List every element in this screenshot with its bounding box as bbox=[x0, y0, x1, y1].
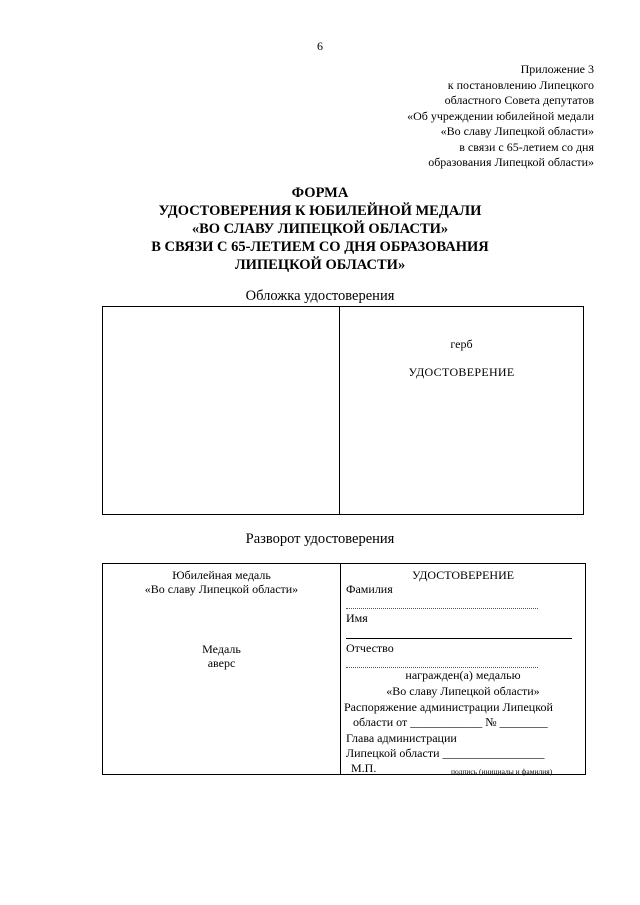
spread-section-label: Разворот удостоверения bbox=[245, 531, 395, 547]
document-title bbox=[0, 184, 640, 274]
certificate-spread bbox=[102, 563, 586, 775]
medal-title-line: «Во славу Липецкой области» bbox=[144, 582, 299, 596]
appendix-line: Приложение 3 bbox=[520, 62, 594, 76]
appendix-line: областного Совета депутатов bbox=[444, 93, 594, 107]
page-number: 6 bbox=[317, 39, 323, 53]
name-label: Имя bbox=[346, 611, 368, 625]
signature-caption: подпись (инициалы и фамилия) bbox=[451, 767, 553, 776]
title-line: ЛИПЕЦКОЙ ОБЛАСТИ» bbox=[234, 257, 406, 273]
surname-line bbox=[346, 608, 538, 609]
awarded-medal-name: «Во славу Липецкой области» bbox=[386, 684, 540, 698]
medal-image-caption: Медаль bbox=[202, 642, 241, 656]
awarded-text: награжден(а) медалью bbox=[405, 668, 521, 682]
spread-left-page bbox=[103, 564, 340, 774]
title-line: В СВЯЗИ С 65-ЛЕТИЕМ СО ДНЯ ОБРАЗОВАНИЯ bbox=[151, 239, 489, 255]
medal-title-line: Юбилейная медаль bbox=[172, 568, 271, 582]
spread-heading: УДОСТОВЕРЕНИЕ bbox=[411, 568, 515, 582]
appendix-note bbox=[407, 62, 594, 171]
appendix-line: образования Липецкой области» bbox=[428, 155, 594, 169]
title-line: «ВО СЛАВУ ЛИПЕЦКОЙ ОБЛАСТИ» bbox=[191, 221, 449, 237]
spread-right-page bbox=[341, 564, 585, 774]
surname-label: Фамилия bbox=[346, 582, 393, 596]
cover-section-label: Обложка удостоверения bbox=[245, 288, 395, 304]
appendix-line: «Во славу Липецкой области» bbox=[440, 124, 594, 138]
medal-image-caption: аверс bbox=[207, 656, 236, 670]
certificate-cover bbox=[102, 306, 584, 515]
appendix-line: в связи с 65-летием со дня bbox=[459, 139, 594, 154]
order-date-number-line: области от ____________ № ________ bbox=[353, 715, 548, 729]
seal-placeholder: М.П. bbox=[351, 761, 377, 775]
appendix-line: «Об учреждении юбилейной медали bbox=[407, 108, 594, 123]
name-line bbox=[346, 638, 572, 639]
appendix-line: к постановлению Липецкого bbox=[447, 77, 594, 92]
patronymic-label: Отчество bbox=[346, 641, 394, 655]
cover-heading: УДОСТОВЕРЕНИЕ bbox=[408, 365, 515, 379]
coat-of-arms-placeholder: герб bbox=[450, 337, 473, 351]
head-title-line: Глава администрации bbox=[346, 731, 457, 745]
title-line: УДОСТОВЕРЕНИЯ К ЮБИЛЕЙНОЙ МЕДАЛИ bbox=[158, 203, 482, 219]
title-line: ФОРМА bbox=[291, 185, 349, 201]
order-reference-line: Распоряжение администрации Липецкой bbox=[344, 700, 553, 714]
head-signature-line: Липецкой области _________________ bbox=[346, 746, 545, 760]
